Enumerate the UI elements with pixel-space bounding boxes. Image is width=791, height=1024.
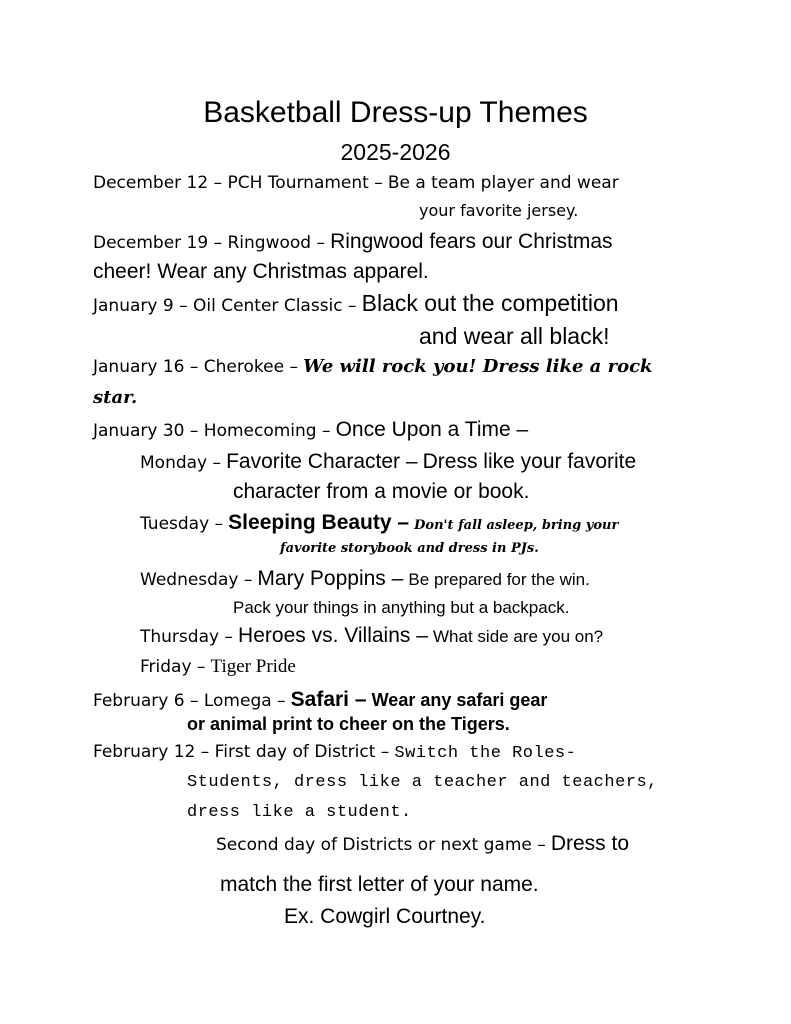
day-theme: Sleeping Beauty – <box>228 511 410 534</box>
entry-date: January 16 – Cherokee – <box>93 357 298 377</box>
entry-date: January 9 – Oil Center Classic – <box>93 296 357 316</box>
day-thursday <box>140 624 603 648</box>
day-desc: Don't fall asleep, bring your <box>414 518 619 533</box>
entry-theme: Dress to <box>550 832 630 855</box>
entry-theme-cont: your favorite jersey. <box>419 201 579 220</box>
day-desc-cont: favorite storybook and dress in PJs. <box>280 541 539 556</box>
entry-theme-cont: cheer! Wear any Christmas apparel. <box>93 260 429 283</box>
day-desc: What side are you on? <box>433 627 604 646</box>
entry-date: Second day of Districts or next game – <box>216 835 546 855</box>
day-theme: Tiger Pride <box>210 656 296 677</box>
entry-theme: Black out the competition <box>361 290 619 316</box>
entry-theme: Switch the Roles- <box>394 744 577 763</box>
entry-dec19 <box>93 230 613 254</box>
entry-theme: We will rock you! Dress like a rock <box>303 356 653 377</box>
entry-theme: Ringwood fears our Christmas <box>330 230 613 253</box>
day-desc: Dress like your favorite <box>422 450 637 473</box>
day-label: Monday – <box>140 453 222 473</box>
entry-jan16 <box>93 357 653 378</box>
entry-date: December 12 – PCH Tournament – <box>93 173 383 193</box>
day-theme: Favorite Character – <box>226 450 418 473</box>
page-title: Basketball Dress-up Themes <box>203 96 588 129</box>
entry-feb6 <box>93 688 547 712</box>
entry-jan9 <box>93 290 619 317</box>
day-desc-cont: character from a movie or book. <box>233 480 530 503</box>
entry-theme-cont: Students, dress like a teacher and teachers, <box>187 773 658 792</box>
entry-theme-cont: and wear all black! <box>419 323 610 349</box>
example-text: Ex. Cowgirl Courtney. <box>284 905 486 928</box>
day-tuesday <box>140 511 618 535</box>
entry-theme: Safari – <box>290 688 367 711</box>
entry-theme-cont: dress like a student. <box>187 803 412 822</box>
day-desc: Be prepared for the win. <box>408 570 590 589</box>
day-theme: Mary Poppins – <box>257 567 404 590</box>
entry-theme: Be a team player and wear <box>387 173 619 193</box>
entry-feb12 <box>93 743 576 764</box>
entry-date: February 12 – First day of District – <box>93 742 390 762</box>
entry-theme-cont: match the first letter of your name. <box>220 873 539 896</box>
entry-date: February 6 – Lomega – <box>93 691 286 711</box>
entry-feb12-second <box>216 832 629 856</box>
day-desc-cont: Pack your things in anything but a backpack. <box>233 598 570 617</box>
day-theme: Heroes vs. Villains – <box>238 624 428 647</box>
day-friday <box>140 656 296 678</box>
entry-jan30 <box>93 418 528 442</box>
entry-date: January 30 – Homecoming – <box>93 421 331 441</box>
entry-desc-cont: or animal print to cheer on the Tigers. <box>187 714 510 734</box>
entry-date: December 19 – Ringwood – <box>93 233 325 253</box>
day-label: Friday – <box>140 657 206 677</box>
season-label: 2025-2026 <box>340 139 451 165</box>
day-monday <box>140 450 636 474</box>
day-label: Thursday – <box>140 627 233 647</box>
day-wednesday <box>140 567 590 591</box>
entry-theme-cont: star. <box>93 387 138 408</box>
day-label: Tuesday – <box>140 514 224 534</box>
entry-desc: Wear any safari gear <box>371 690 548 710</box>
day-label: Wednesday – <box>140 570 253 590</box>
entry-dec12 <box>93 174 619 194</box>
entry-theme: Once Upon a Time – <box>335 418 529 441</box>
